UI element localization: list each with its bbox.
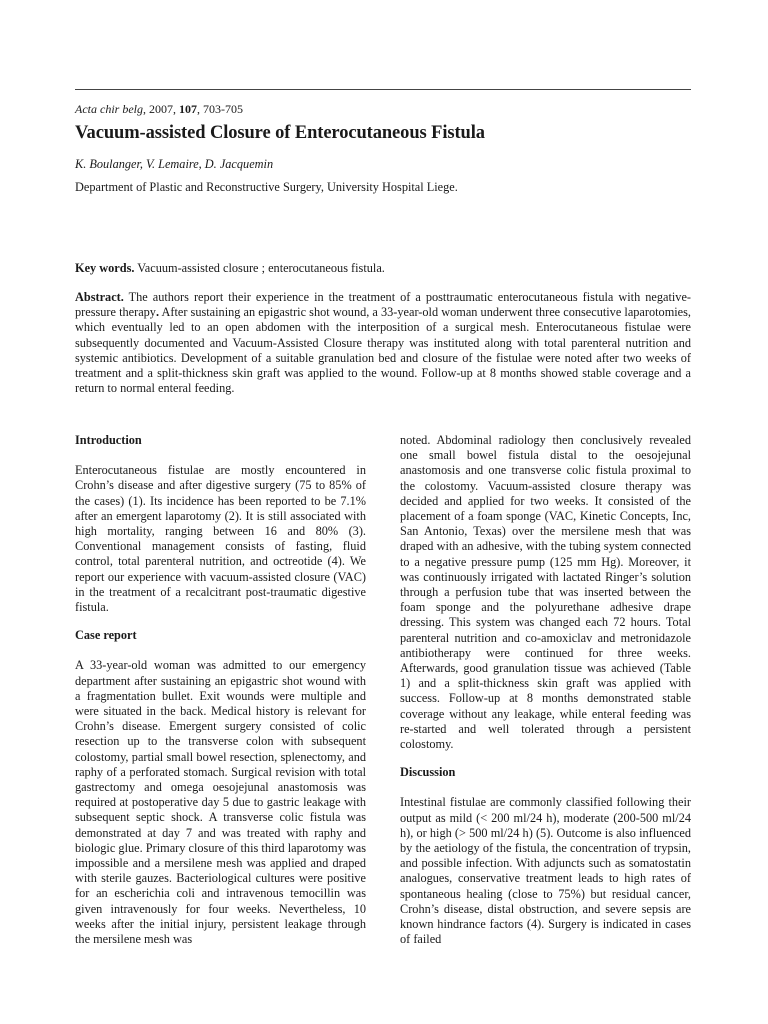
case-report-heading: Case report: [75, 628, 137, 643]
abstract: [75, 290, 691, 396]
abstract-text-2: After sustaining an epigastric shot wound, a 33-year-old woman underwent three consecutive laparotomies, which eventually led to an open abdomen with the interposition of a surgical mesh. Enterocutaneous fistulae were subsequently documented and Vacuum-Assisted Closure therapy was instituted along with total parenteral nutrition and systemic antibiotics. Development of a suitable granulation bed and closure of the fistulae were noted after two weeks of treatment and a split-thickness skin graft was applied to the wound. Follow-up at 8 months showed stable coverage and a return to normal enteral feeding.: [75, 305, 691, 396]
journal-citation: [75, 102, 243, 117]
article-title: Vacuum-assisted Closure of Enterocutaneous Fistula: [75, 123, 485, 143]
introduction-heading: Introduction: [75, 433, 142, 447]
discussion-paragraph: Intestinal fistulae are commonly classified following their output as mild (< 200 ml/24 h), moderate (200-500 ml/24 h), or high (> 500 ml/24 h) (5). Outcome is also influenced by the aetiology of the fistula, the concentration of trypsin, and possible infection. With adjuncts such as somatostatin analogues, conservative treatment leads to high rates of spontaneous healing (close to 75%) but residual cancer, Crohn’s disease, distal obstruction, and severe sepsis are known hindrance factors (4). Surgery is indicated in cases of failed: [400, 795, 691, 947]
journal-name: Acta chir belg: [75, 102, 143, 116]
keywords: [75, 261, 691, 276]
citation-pages: , 703-705: [196, 102, 243, 116]
keywords-text: Vacuum-assisted closure ; enterocutaneous fistula.: [134, 261, 385, 275]
header-rule: [75, 89, 691, 90]
affiliation: Department of Plastic and Reconstructive Surgery, University Hospital Liege.: [75, 180, 458, 194]
citation-volume: 107: [178, 102, 197, 116]
left-column: [75, 433, 366, 947]
discussion-heading: Discussion: [400, 765, 456, 780]
case-report-paragraph-right: noted. Abdominal radiology then conclusively revealed one small bowel fistula distal to the oesojejunal anastomosis and one transverse colic fistula proximal to the colostomy. Vacuum-assisted closure therapy was decided and applied for two weeks. It consisted of the placement of a foam sponge (VAC, Kinetic Concepts, Inc, San Antonio, Texas) over the mersilene mesh that was draped with an adhesive, with the tubing system connected to a negative pressure pump (125 mm Hg). Moreover, it was continuously irrigated with lactated Ringer’s solution through a perfusion tube that was inserted between the foam sponge and the polyurethane adhesive drape dressing. This system was changed each 72 hours. Total parenteral nutrition and co-amoxiclav and metronidazole antibiotherapy were continued for three weeks. Afterwards, good granulation tissue was achieved (Table 1) and a split-thickness skin graft was applied with success. Follow-up at 8 months demonstrated stable coverage without any leakage, while enteral feeding was re-started and well tolerated through a persistent colostomy.: [400, 433, 691, 752]
abstract-bold-dot: .: [155, 305, 160, 320]
citation-year: , 2007,: [142, 102, 179, 116]
authors: K. Boulanger, V. Lemaire, D. Jacquemin: [75, 157, 274, 171]
right-column: [400, 433, 691, 948]
introduction-paragraph: Enterocutaneous fistulae are mostly encountered in Crohn’s disease and after digestive surgery (75 to 85% of the cases) (1). Its incidence has been reported to be 7.1% after an emergent laparotomy (2). It is still associated with high mortality, ranging between 16 and 80% (3). Conventional management consists of fasting, fluid control, total parenteral nutrition, and octreotide (4). We report our experience with vacuum-assisted closure (VAC) in the treatment of a recalcitrant post-traumatic digestive fistula.: [75, 463, 366, 615]
keywords-label: Key words.: [75, 261, 135, 275]
case-report-paragraph-left: A 33-year-old woman was admitted to our emergency department after sustaining an epigastric shot wound with a fragmentation bullet. Exit wounds were multiple and were situated in the back. Medical history is relevant for Crohn’s disease. Emergent surgery consisted of colic resection up to the transverse colon with subsequent colostomy, partial small bowel resection, splenectomy, and raphy of a perforated stomach. Surgical revision with total gastrectomy and omega oesojejunal anastomosis was required at postoperative day 5 due to gastric leakage with subsequent septic shock. A transverse colic fistula was demonstrated at day 7 and was treated with raphy and biologic glue. Primary closure of this third laparotomy was impossible and a mersilene mesh was applied and draped with sterile gauzes. Bacteriological cultures were positive for an escherichia coli and intravenous temocillin was given intravenously for four weeks. Nevertheless, 10 weeks after the initial injury, persistent leakage through the mersilene mesh was: [75, 658, 366, 947]
abstract-text-1: The authors report their experience in the treatment of a posttraumatic enterocutaneous fistula with negative-pressure therapy: [75, 290, 691, 320]
abstract-label: Abstract.: [75, 290, 124, 304]
